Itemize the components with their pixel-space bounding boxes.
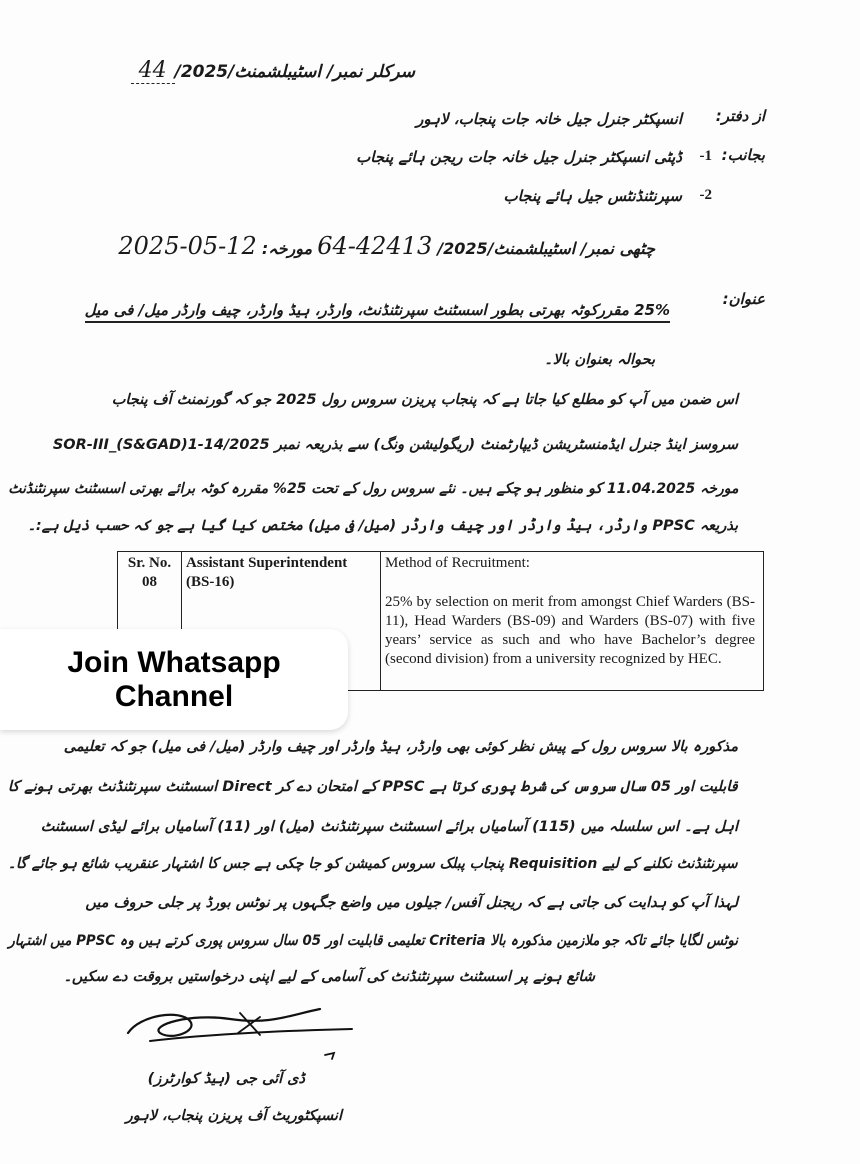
para2-line-3: اہل ہے۔ اس سلسلہ میں (115) آسامیاں برائے اسسٹنٹ سپرنٹنڈنٹ (میل) اور (11) آسامیاں برائے لیڈی اسسٹنٹ: [40, 819, 738, 835]
signature-scribble: [120, 995, 360, 1065]
para3-line-3: شائع ہونے پر اسسٹنٹ سپرنٹنڈنٹ کی آسامی کے لیے اپنی درخواستیں بروقت دے سکیں۔: [63, 969, 595, 985]
sr-label: Sr. No.: [127, 555, 172, 571]
to-item-1-text: ڈپٹی انسپکٹر جنرل جیل خانہ جات ریجن ہائے پنجاب: [356, 148, 682, 166]
para2-line-2: قابلیت اور 05 سال سروس کی شرط پوری کرتا ہے PPSC کے امتحان دے کر Direct اسسٹنٹ سپرنٹنڈنٹ بھرتی ہونے کا: [8, 779, 738, 795]
subject-text: 25% مقررکوٹہ بھرتی بطور اسسٹنٹ سپرنٹنڈنٹ، وارڈر، ہیڈ وارڈر، چیف وارڈر میل/ فی میل: [85, 301, 670, 323]
subject-line: [85, 300, 670, 319]
banner-line-1: Join Whatsapp: [67, 645, 281, 679]
method-cell: [381, 552, 764, 691]
banner-line-2: Channel: [114, 679, 234, 713]
para3-line-2: نوٹس لگایا جائے تاکہ جو ملازمین مذکورہ بالا Criteria تعلیمی قابلیت اور 05 سال سروس پوری کرتے ہیں وہ PPSC میں اشتہار: [8, 933, 738, 949]
circular-label: سرکلر نمبر/ اسٹیبلشمنٹ/2025/: [174, 62, 415, 82]
method-header: Method of Recruitment:: [385, 555, 530, 571]
from-label: از دفتر:: [715, 107, 765, 125]
signatory-office: انسپکٹوریٹ آف پریزن پنجاب، لاہور: [125, 1108, 342, 1124]
to-item-2-number: 2-: [699, 187, 712, 203]
reference-text: بحوالہ بعنوان بالا۔: [544, 352, 655, 368]
circular-number: 44: [131, 58, 175, 84]
para1-line-4: بذریعہ PPSC وارڈر، ہیڈ وارڈر اور چیف وارڈر (میل/ فی میل) مختص کیا گیا ہے جو کہ حسب ذیل ہے:۔: [27, 518, 738, 534]
para1-line-2: سروسز اینڈ جنرل ایڈمنسٹریشن ڈیپارٹمنٹ (ریگولیشن ونگ) سے بذریعہ نمبر SOR-III_(S&GAD)1-14/2025: [52, 437, 738, 453]
whatsapp-channel-banner[interactable]: [0, 629, 348, 730]
para2-line-1: مذکورہ بالا سروس رول کے پیش نظر کوئی بھی وارڈر، ہیڈ وارڈر اور چیف وارڈر (میل/ فی میل) جو کہ تعلیمی: [63, 739, 738, 755]
letter-label: چٹھی نمبر/ اسٹیبلشمنٹ/2025/: [437, 239, 655, 258]
to-item-2-text: سپرنٹنڈنٹس جیل ہائے پنجاب: [503, 187, 682, 205]
para1-line-3: مورخہ 11.04.2025 کو منظور ہو چکے ہیں۔ نئے سروس رول کے تحت 25% مقررہ کوٹہ برائے بھرتی اسسٹنٹ سپرنٹنڈنٹ: [7, 481, 738, 497]
para1-line-1: اس ضمن میں آپ کو مطلع کیا جاتا ہے کہ پنجاب پریزن سروس رول 2025 جو کہ گورنمنٹ آف پنجاب: [111, 392, 738, 408]
subject-label: عنوان:: [722, 290, 765, 308]
post-title: Assistant Superintendent: [186, 555, 348, 571]
letter-number-line: [118, 232, 655, 260]
circular-number-line: [131, 58, 415, 84]
para3-line-1: لہذا آپ کو ہدایت کی جاتی ہے کہ ریجنل آفس/ جیلوں میں واضع جگہوں پر نوٹس بورڈ پر جلی حروف میں: [85, 895, 738, 911]
method-text: 25% by selection on merit from amongst Chief Warders (BS-11), Head Warders (BS-09) and Warders (BS-07) with five years’ service as such and who have Bachelor’s degree (second division) from a university recognized by HEC.: [385, 594, 755, 667]
sr-value: 08: [142, 574, 157, 590]
post-scale: (BS-16): [186, 574, 235, 590]
letter-date: 12-05-2025: [118, 232, 257, 260]
signatory-designation: ڈی آئی جی (ہیڈ کوارٹرز): [147, 1071, 305, 1087]
from-value: انسپکٹر جنرل جیل خانہ جات پنجاب، لاہور: [416, 110, 682, 128]
to-item-1-number: 1-: [699, 148, 712, 164]
letter-date-label: مورخہ:: [261, 239, 313, 258]
letter-number: 42413-64: [317, 232, 433, 260]
to-label: بجانب:: [721, 146, 765, 164]
para2-line-4: سپرنٹنڈنٹ نکلنے کے لیے Requisition پنجاب پبلک سروس کمیشن کو جا چکی ہے جس کا اشتہار عنقریب شائع ہو جائے گا۔: [8, 856, 738, 872]
